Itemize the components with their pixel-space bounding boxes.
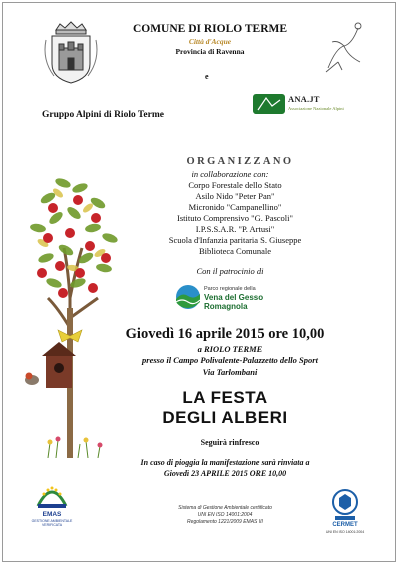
ana-subtitle: Associazione Nazionale Alpini [288, 106, 344, 111]
provincia-label: Provincia di Ravenna [175, 47, 245, 56]
rinfresco-note: Seguirà rinfresco [200, 438, 260, 447]
organizer-item: Istituto Comprensivo "G. Pascoli" [176, 213, 294, 223]
event-title-line2: DEGLI ALBERI [162, 408, 288, 427]
organizer-item: I.P.S.S.A.R. "P. Artusi" [195, 224, 275, 234]
event-location-street: Via Tarlombani [202, 367, 258, 377]
citta-label: Città d'Acque [188, 37, 232, 46]
organizer-item: Asilo Nido "Peter Pan" [195, 191, 275, 201]
collaboration-intro: in collaborazione con: [191, 169, 269, 179]
organizzano-heading: ORGANIZZANO [186, 156, 294, 167]
coat-of-arms-icon [40, 20, 102, 86]
gruppo-alpini-label: Gruppo Alpini di Riolo Terme [42, 110, 164, 120]
parco-name-line1: Vena del Gesso [204, 293, 264, 302]
emas-logo-icon [34, 482, 70, 510]
event-title-line1: LA FESTA [182, 388, 268, 407]
rain-notice-line1: In caso di pioggia la manifestazione sarà rinviata a [140, 458, 310, 467]
patrocinio-label: Con il patrocinio di [196, 266, 264, 276]
parco-label: Parco regionale della [204, 286, 256, 292]
organizer-item: Micronido "Campanellino" [188, 202, 282, 212]
certification-logo-icon [331, 488, 359, 522]
ana-label: ANA.JT [288, 94, 320, 104]
certification-subtitle: UNI EN ISO 14001:2004 [325, 530, 365, 534]
parco-logo-icon [174, 284, 202, 310]
comune-name: COMUNE DI RIOLO TERME [132, 23, 288, 35]
organizer-item: Corpo Forestale dello Stato [188, 180, 282, 190]
cert-line1: Sistema di Gestione Ambientale certificato [178, 505, 272, 511]
event-location-city: a RIOLO TERME [197, 344, 263, 354]
emas-label: EMAS [42, 511, 62, 518]
event-date: Giovedì 16 aprile 2015 ore 10,00 [125, 326, 325, 342]
organizer-item: Scuola d'Infanzia paritaria S. Giuseppe [168, 235, 302, 245]
conjunction-e: e [205, 72, 209, 81]
cert-line2: UNI EN ISO 14001:2004 [197, 512, 253, 518]
event-location-venue: presso il Campo Polivalente-Palazzetto dello Sport [142, 355, 318, 365]
emas-subtitle: GESTIONE AMBIENTALE VERIFICATA [31, 519, 73, 527]
alpini-figure-logo-icon [318, 18, 370, 78]
certification-label: CERMET [332, 522, 358, 528]
ana-badge-icon [252, 92, 286, 116]
parco-name [204, 293, 263, 311]
cert-line3: Regolamento 1221/2009 EMAS III [187, 519, 263, 525]
parco-name-line2: Romagnola [204, 302, 248, 311]
organizer-item: Biblioteca Comunale [199, 246, 271, 256]
rain-notice-line2: Giovedì 23 APRILE 2015 ORE 10,00 [163, 469, 287, 478]
